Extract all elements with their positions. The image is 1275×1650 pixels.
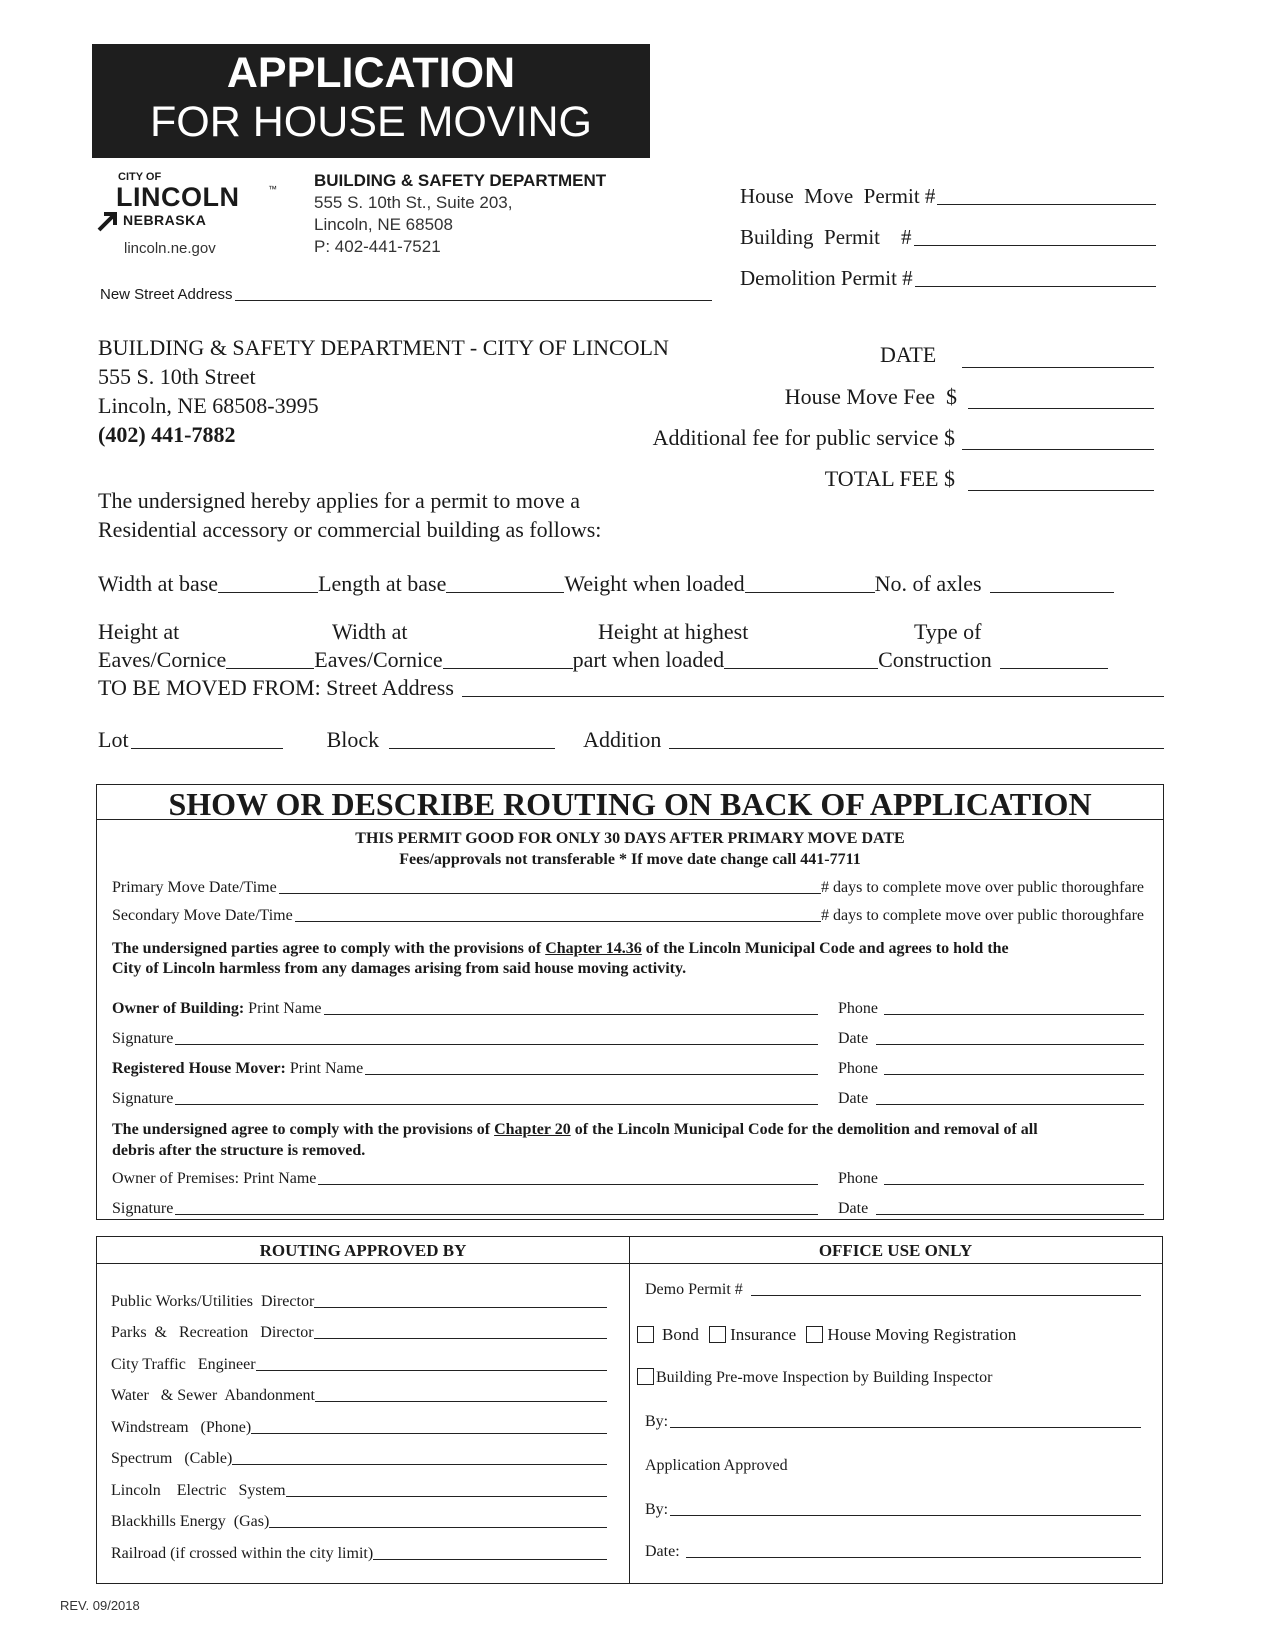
mailing-line-2: 555 S. 10th Street — [98, 364, 256, 389]
owner-building-name-field[interactable]: Owner of Building: Print Name — [112, 1000, 818, 1018]
length-base-line[interactable] — [446, 591, 564, 593]
addition-line[interactable] — [669, 747, 1164, 749]
primary-move-field[interactable]: Primary Move Date/Time # days to complete move over public thoroughfare — [112, 879, 1144, 896]
routing-approval-item[interactable] — [111, 1311, 607, 1343]
dimensions-row-2: Eaves/Cornice Eaves/Cornice part when loaded Construction — [98, 647, 1108, 673]
department-name: BUILDING & SAFETY DEPARTMENT — [314, 171, 607, 190]
permit-validity-note: THIS PERMIT GOOD FOR ONLY 30 DAYS AFTER PRIMARY MOVE DATE — [355, 830, 905, 847]
dimensions-row-1: Width at base Length at base Weight when loaded No. of axles — [98, 571, 1114, 597]
routing-approval-line[interactable] — [314, 1306, 607, 1308]
additional-fee-line[interactable] — [962, 448, 1154, 450]
office-by-field-1[interactable]: By: — [645, 1413, 1141, 1431]
mailing-address — [98, 333, 669, 449]
building-permit-line[interactable] — [914, 244, 1156, 246]
office-by-field-2[interactable]: By: — [645, 1501, 1141, 1519]
type-of-label: Type of — [914, 619, 982, 644]
routing-approval-item[interactable] — [111, 1437, 607, 1469]
owner-building-date-line[interactable] — [876, 1043, 1144, 1045]
application-approved-label: Application Approved — [645, 1457, 788, 1474]
logo-state: NEBRASKA — [123, 212, 207, 228]
secondary-move-line[interactable] — [295, 920, 821, 922]
mailing-line-1: BUILDING & SAFETY DEPARTMENT - CITY OF LINCOLN — [98, 335, 669, 360]
mover-signature-field[interactable]: Signature — [112, 1090, 818, 1108]
routing-approved-heading: ROUTING APPROVED BY — [97, 1237, 629, 1264]
routing-approved-list — [111, 1279, 607, 1563]
routing-approved-box — [96, 1236, 630, 1584]
intro-text: The undersigned hereby applies for a permit to move a Residential accessory or commercial building as follows: — [98, 488, 602, 542]
primary-move-line[interactable] — [279, 892, 821, 894]
office-by-line-1[interactable] — [670, 1426, 1141, 1428]
routing-approval-item[interactable] — [111, 1468, 607, 1500]
mailing-line-3: Lincoln, NE 68508-3995 — [98, 393, 319, 418]
department-address-2: Lincoln, NE 68508 — [314, 215, 453, 234]
routing-approval-label: Blackhills Energy (Gas) — [111, 1513, 270, 1530]
block-line[interactable] — [389, 747, 555, 749]
chapter-14-36-link[interactable]: Chapter 14.36 — [545, 940, 642, 957]
routing-approval-label: City Traffic Engineer — [111, 1355, 256, 1373]
mover-date-field[interactable]: Date — [838, 1090, 1144, 1108]
revision-label: REV. 09/2018 — [60, 1598, 140, 1613]
title-line-1: APPLICATION — [226, 49, 516, 97]
width-at-label: Width at — [332, 619, 408, 644]
demolition-permit-line[interactable] — [915, 285, 1156, 287]
office-date-line[interactable] — [686, 1556, 1141, 1558]
demo-permit-field[interactable]: Demo Permit # — [645, 1281, 1141, 1299]
owner-building-signature-line[interactable] — [175, 1043, 818, 1045]
office-by-line-2[interactable] — [670, 1514, 1141, 1516]
premises-phone-field[interactable]: Phone — [838, 1170, 1144, 1188]
routing-approval-label: Spectrum (Cable) — [111, 1450, 233, 1467]
inspection-row — [637, 1369, 992, 1387]
height-eaves-line[interactable] — [226, 667, 314, 669]
lot-block-addition-row: Lot Block Addition — [98, 727, 1164, 753]
mover-name-field[interactable]: Registered House Mover: Print Name — [112, 1060, 818, 1078]
routing-approval-label: Water & Sewer Abandonment — [111, 1387, 315, 1404]
mover-signature-line[interactable] — [175, 1103, 818, 1105]
routing-approval-line[interactable] — [373, 1558, 607, 1560]
arrow-icon — [96, 210, 118, 232]
routing-approval-line[interactable] — [251, 1432, 607, 1434]
mailing-phone: (402) 441-7882 — [98, 422, 236, 447]
agreement-2: The undersigned agree to comply with the provisions of Chapter 20 of the Lincoln Municipal Code for the demolition and removal of all debris after the structure is removed. — [112, 1121, 1038, 1159]
additional-fee-label: Additional fee for public service $ — [652, 425, 955, 450]
insurance-checkbox[interactable] — [709, 1326, 726, 1343]
routing-approval-label: Railroad (if crossed within the city limit) — [111, 1544, 374, 1562]
checkbox-row — [637, 1325, 1016, 1345]
new-street-address-field[interactable]: New Street Address — [100, 286, 712, 303]
premises-signature-line[interactable] — [175, 1213, 818, 1215]
mover-phone-field[interactable]: Phone — [838, 1060, 1144, 1078]
city-logo — [96, 170, 286, 260]
logo-city-of: CITY OF — [118, 171, 162, 183]
owner-building-phone-line[interactable] — [884, 1013, 1144, 1015]
premises-date-field[interactable]: Date — [838, 1200, 1144, 1218]
department-phone: P: 402-441-7521 — [314, 237, 441, 256]
routing-approval-label: Public Works/Utilities Director — [111, 1292, 315, 1310]
mover-date-line[interactable] — [876, 1103, 1144, 1105]
routing-approval-item[interactable] — [111, 1374, 607, 1406]
demo-permit-line[interactable] — [751, 1294, 1141, 1296]
routing-approval-label: Parks & Recreation Director — [111, 1324, 314, 1341]
routing-approval-label: Windstream (Phone) — [111, 1418, 252, 1436]
department-address-1: 555 S. 10th St., Suite 203, — [314, 193, 513, 212]
building-permit-field[interactable]: Building Permit # — [740, 225, 1156, 250]
bond-checkbox[interactable] — [637, 1326, 654, 1343]
moved-from-field[interactable]: TO BE MOVED FROM: Street Address — [98, 675, 1164, 701]
demolition-permit-field[interactable]: Demolition Permit # — [740, 266, 1156, 291]
routing-approval-line[interactable] — [314, 1337, 607, 1339]
house-move-permit-line[interactable] — [937, 203, 1156, 205]
fees-note: Fees/approvals not transferable * If move date change call 441-7711 — [399, 851, 861, 868]
width-base-line[interactable] — [218, 591, 318, 593]
premises-signature-field[interactable]: Signature — [112, 1200, 818, 1218]
routing-approval-line[interactable] — [232, 1463, 607, 1465]
owner-building-date-field[interactable]: Date — [838, 1030, 1144, 1048]
logo-website[interactable]: lincoln.ne.gov — [124, 240, 216, 257]
new-street-address-line[interactable] — [235, 299, 712, 301]
office-use-box — [629, 1236, 1163, 1584]
office-date-field[interactable]: Date: — [645, 1543, 1141, 1561]
routing-approval-line[interactable] — [315, 1400, 607, 1402]
office-use-heading: OFFICE USE ONLY — [629, 1237, 1162, 1264]
routing-approval-line[interactable] — [256, 1369, 607, 1371]
inspection-label: Building Pre-move Inspection by Building Inspector — [656, 1369, 993, 1386]
moved-from-line[interactable] — [462, 695, 1164, 697]
logo-tm: ™ — [268, 184, 277, 194]
date-line[interactable] — [962, 366, 1154, 368]
registration-label: House Moving Registration — [827, 1325, 1017, 1344]
chapter-20-link[interactable]: Chapter 20 — [494, 1121, 571, 1138]
premises-name-line[interactable] — [318, 1183, 818, 1185]
routing-approval-line[interactable] — [269, 1526, 607, 1528]
title-line-2: FOR HOUSE MOVING — [150, 98, 592, 146]
height-at-label: Height at — [98, 619, 180, 644]
weight-loaded-line[interactable] — [745, 591, 875, 593]
inspection-checkbox[interactable] — [637, 1368, 654, 1385]
agreement-1: The undersigned parties agree to comply with the provisions of Chapter 14.36 of the Lincoln Municipal Code and agrees to hold the City of Lincoln harmless from any damages arising from said house moving activity. — [112, 940, 1009, 977]
house-move-fee-line[interactable] — [968, 407, 1154, 409]
total-fee-label: TOTAL FEE $ — [824, 466, 955, 491]
routing-approval-item[interactable] — [111, 1531, 607, 1563]
routing-heading: SHOW OR DESCRIBE ROUTING ON BACK OF APPLICATION — [97, 785, 1163, 820]
premises-date-line[interactable] — [876, 1213, 1144, 1215]
routing-approval-label: Lincoln Electric System — [111, 1481, 286, 1499]
department-info — [314, 170, 606, 258]
height-highest-line[interactable] — [724, 667, 878, 669]
routing-approval-line[interactable] — [286, 1495, 607, 1497]
mover-name-line[interactable] — [365, 1073, 818, 1075]
routing-approval-item[interactable] — [111, 1279, 607, 1311]
height-highest-label: Height at highest — [598, 619, 749, 644]
bond-label: Bond — [662, 1325, 699, 1344]
owner-building-name-line[interactable] — [324, 1013, 819, 1015]
owner-building-phone-field[interactable]: Phone — [838, 1000, 1144, 1018]
routing-approval-item[interactable] — [111, 1405, 607, 1437]
routing-approval-item[interactable] — [111, 1342, 607, 1374]
secondary-move-field[interactable]: Secondary Move Date/Time # days to complete move over public thoroughfare — [112, 907, 1144, 924]
title-banner — [92, 44, 650, 158]
logo-name: LINCOLN — [116, 182, 240, 212]
premises-name-field[interactable]: Owner of Premises: Print Name — [112, 1170, 818, 1188]
house-move-fee-label: House Move Fee $ — [784, 384, 957, 409]
construction-line[interactable] — [1000, 667, 1108, 669]
date-label: DATE — [880, 342, 937, 367]
width-eaves-line[interactable] — [443, 667, 573, 669]
registration-checkbox[interactable] — [806, 1326, 823, 1343]
house-move-permit-field[interactable]: House Move Permit # — [740, 184, 1156, 209]
mover-phone-line[interactable] — [884, 1073, 1144, 1075]
total-fee-line[interactable] — [968, 489, 1154, 491]
routing-approval-item[interactable] — [111, 1500, 607, 1532]
axles-line[interactable] — [990, 591, 1114, 593]
owner-building-signature-field[interactable]: Signature — [112, 1030, 818, 1048]
premises-phone-line[interactable] — [884, 1183, 1144, 1185]
lot-line[interactable] — [131, 747, 283, 749]
insurance-label: Insurance — [730, 1325, 797, 1344]
